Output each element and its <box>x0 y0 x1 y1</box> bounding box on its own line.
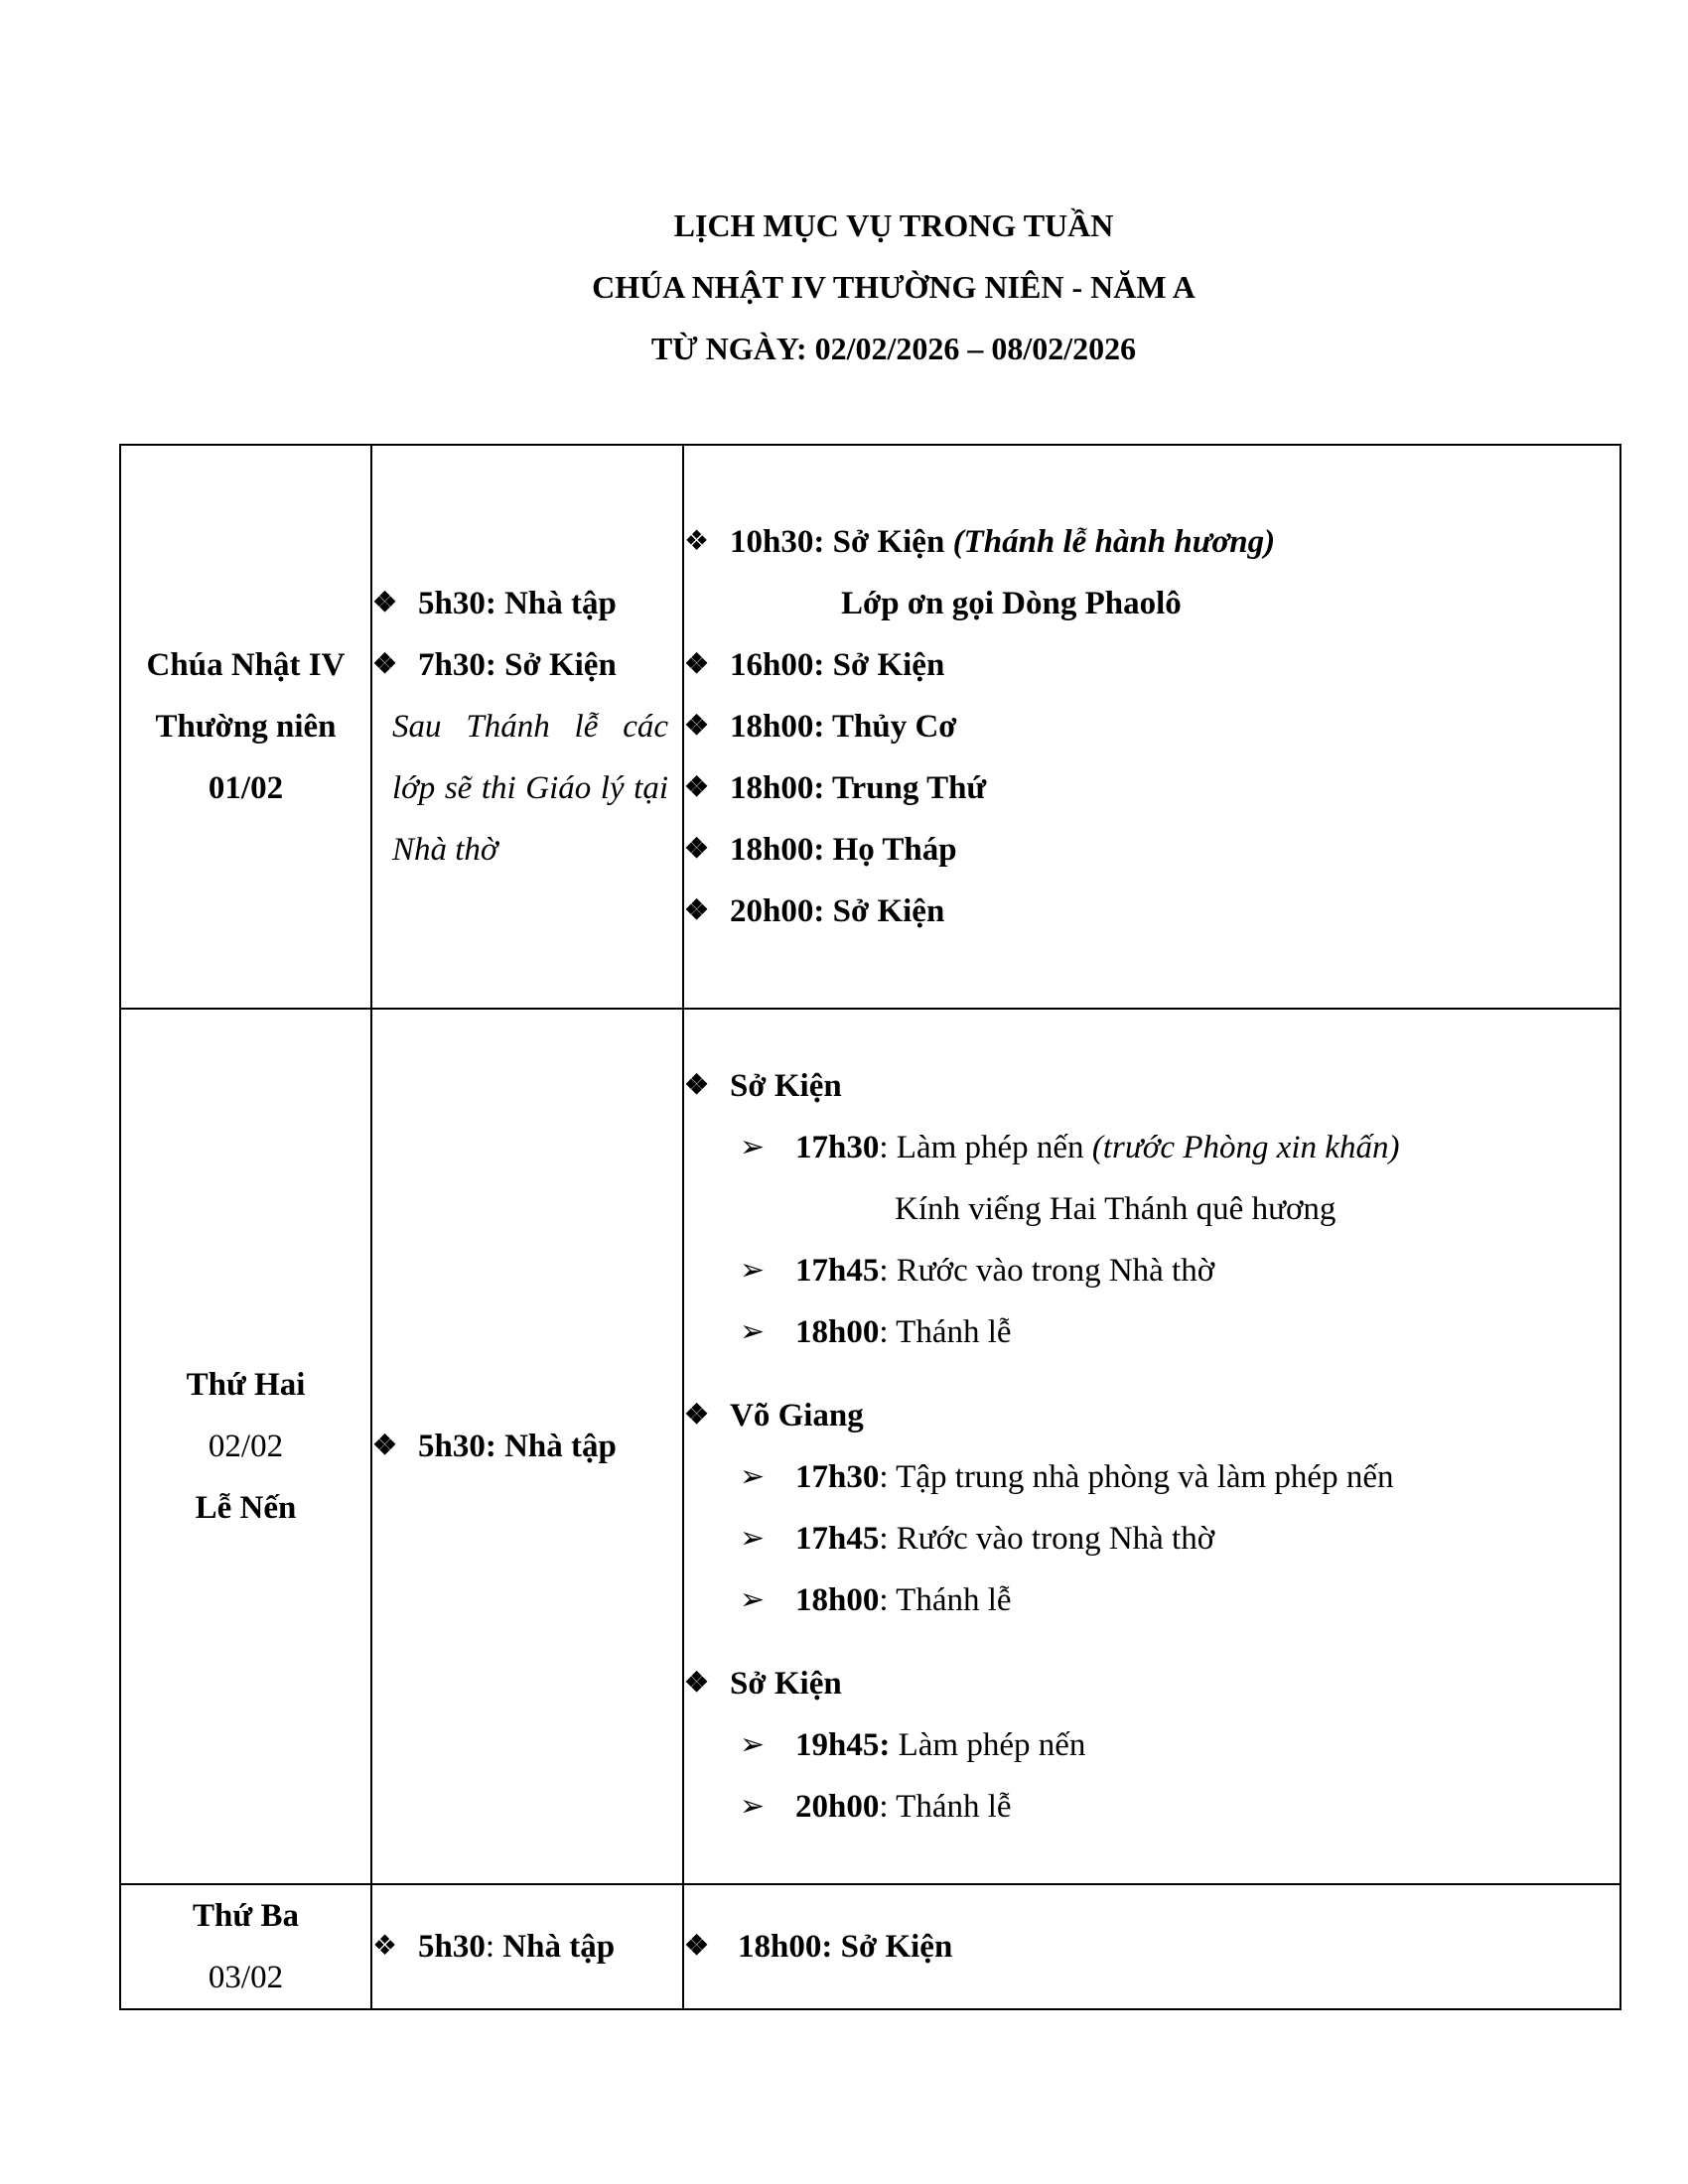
list-item <box>684 819 1619 881</box>
group-header <box>684 1385 1619 1446</box>
diamond-bullet-icon: ❖ <box>684 1070 710 1101</box>
list-item <box>684 634 1619 696</box>
schedule-table <box>119 444 1621 2010</box>
item-text: Tập trung nhà phòng và làm phép nến <box>888 1459 1394 1495</box>
list-item <box>684 1301 1619 1363</box>
item-place: Sở Kiện <box>832 524 945 560</box>
item-text: 16h00: Sở Kiện <box>730 647 945 683</box>
evening-cell <box>683 1884 1620 2009</box>
feast-name: Lễ Nến <box>195 1490 297 1526</box>
item-time: 7h30: <box>418 647 496 683</box>
diamond-bullet-icon: ❖ <box>372 588 398 618</box>
group-place: Sở Kiện <box>730 1068 842 1104</box>
list-item <box>372 573 682 634</box>
item-sep: : <box>879 1130 889 1165</box>
arrow-bullet-icon: ➢ <box>740 1315 766 1348</box>
document-title <box>0 195 1688 379</box>
day-date: 01/02 <box>208 770 284 806</box>
evening-cell <box>683 1009 1620 1884</box>
diamond-bullet-icon: ❖ <box>684 1668 710 1699</box>
arrow-bullet-icon: ➢ <box>740 1583 766 1616</box>
item-text: 18h00: Trung Thứ <box>730 770 987 806</box>
item-text: Làm phép nến <box>888 1130 1092 1165</box>
list-item <box>372 1916 682 1978</box>
day-cell <box>120 445 371 1009</box>
item-time: 17h45 <box>795 1521 880 1557</box>
item-text: Thánh lễ <box>888 1314 1012 1350</box>
item-time: 5h30: <box>418 586 496 621</box>
item-text: Thánh lễ <box>888 1789 1012 1825</box>
day-cell <box>120 1009 371 1884</box>
item-place: Nhà tập <box>504 1429 617 1464</box>
diamond-bullet-icon: ❖ <box>684 526 710 557</box>
diamond-bullet-icon: ❖ <box>684 895 710 926</box>
arrow-bullet-icon: ➢ <box>740 1790 766 1823</box>
list-item <box>684 696 1619 757</box>
day-date: 03/02 <box>208 1960 284 1995</box>
diamond-bullet-icon: ❖ <box>372 1431 398 1461</box>
day-name: Thứ Ba <box>193 1898 299 1934</box>
list-item <box>684 1508 1619 1570</box>
group-header <box>684 1653 1619 1714</box>
list-item <box>684 1714 1619 1776</box>
diamond-bullet-icon: ❖ <box>684 711 710 742</box>
item-time: 17h30 <box>795 1130 880 1165</box>
item-time: 19h45: <box>795 1727 891 1763</box>
group-header <box>684 1055 1619 1117</box>
list-item <box>684 1916 1619 1978</box>
item-time: 5h30 <box>418 1929 486 1965</box>
item-sep: : <box>879 1459 889 1495</box>
item-sep: : <box>879 1521 889 1557</box>
morning-cell <box>371 1884 683 2009</box>
diamond-bullet-icon: ❖ <box>372 1931 398 1962</box>
item-subline: Lớp ơn gọi Dòng Phaolô <box>841 586 1182 621</box>
table-row <box>120 1009 1620 1884</box>
item-time: 18h00 <box>795 1314 880 1350</box>
table-row <box>120 1884 1620 2009</box>
item-text: 20h00: Sở Kiện <box>730 893 945 929</box>
diamond-bullet-icon: ❖ <box>684 1400 710 1431</box>
item-text: Rước vào trong Nhà thờ <box>888 1253 1215 1289</box>
morning-cell <box>371 445 683 1009</box>
diamond-bullet-icon: ❖ <box>372 649 398 680</box>
item-time: 18h00 <box>795 1582 880 1618</box>
day-name: Thứ Hai <box>186 1367 306 1403</box>
arrow-bullet-icon: ➢ <box>740 1728 766 1761</box>
item-sep: : <box>879 1314 889 1350</box>
list-item <box>684 881 1619 942</box>
title-line-2: CHÚA NHẬT IV THƯỜNG NIÊN - NĂM A <box>592 269 1196 305</box>
item-time: 17h30 <box>795 1459 880 1495</box>
list-item <box>372 634 682 696</box>
group-place: Võ Giang <box>730 1398 864 1433</box>
item-place: Nhà tập <box>504 586 617 621</box>
title-line-1: LỊCH MỤC VỤ TRONG TUẦN <box>673 207 1114 243</box>
day-name-2: Thường niên <box>155 709 337 745</box>
list-item <box>684 1570 1619 1631</box>
item-text: 18h00: Thủy Cơ <box>730 709 957 745</box>
list-item <box>372 1416 682 1477</box>
item-note: (Thánh lễ hành hương) <box>952 524 1276 560</box>
list-item <box>684 1776 1619 1838</box>
diamond-bullet-icon: ❖ <box>684 772 710 803</box>
item-time: 10h30: <box>730 524 825 560</box>
table-row <box>120 445 1620 1009</box>
item-continuation: Kính viếng Hai Thánh quê hương <box>895 1191 1336 1227</box>
item-text: Rước vào trong Nhà thờ <box>888 1521 1215 1557</box>
group-place: Sở Kiện <box>730 1666 842 1702</box>
title-line-3: TỪ NGÀY: 02/02/2026 – 08/02/2026 <box>650 331 1137 366</box>
morning-note: Sau Thánh lễ các lớp sẽ thi Giáo lý tại Nhà thờ <box>392 709 668 868</box>
item-text: 18h00: Sở Kiện <box>738 1929 953 1965</box>
day-cell <box>120 1884 371 2009</box>
list-item <box>684 757 1619 819</box>
arrow-bullet-icon: ➢ <box>740 1522 766 1555</box>
list-item <box>684 1446 1619 1508</box>
arrow-bullet-icon: ➢ <box>740 1460 766 1493</box>
day-name: Chúa Nhật IV <box>146 647 346 683</box>
item-text: Làm phép nến <box>890 1727 1086 1763</box>
evening-cell <box>683 445 1620 1009</box>
item-time: 17h45 <box>795 1253 880 1289</box>
morning-cell <box>371 1009 683 1884</box>
diamond-bullet-icon: ❖ <box>684 834 710 865</box>
item-time: 20h00 <box>795 1789 880 1825</box>
item-text: Thánh lễ <box>888 1582 1012 1618</box>
diamond-bullet-icon: ❖ <box>684 1931 710 1962</box>
list-item <box>684 1117 1619 1178</box>
item-sep: : <box>879 1789 889 1825</box>
item-sep: : <box>879 1253 889 1289</box>
item-time: 5h30: <box>418 1429 496 1464</box>
item-sep: : <box>485 1929 495 1965</box>
item-sep: : <box>879 1582 889 1618</box>
arrow-bullet-icon: ➢ <box>740 1131 766 1163</box>
item-place: Sở Kiện <box>504 647 617 683</box>
list-item <box>684 1240 1619 1301</box>
day-date: 02/02 <box>208 1429 284 1464</box>
list-item <box>684 511 1619 573</box>
diamond-bullet-icon: ❖ <box>684 649 710 680</box>
item-text: 18h00: Họ Tháp <box>730 832 957 868</box>
item-note: (trước Phòng xin khấn) <box>1091 1130 1400 1165</box>
arrow-bullet-icon: ➢ <box>740 1254 766 1287</box>
item-place: Nhà tập <box>494 1929 616 1965</box>
